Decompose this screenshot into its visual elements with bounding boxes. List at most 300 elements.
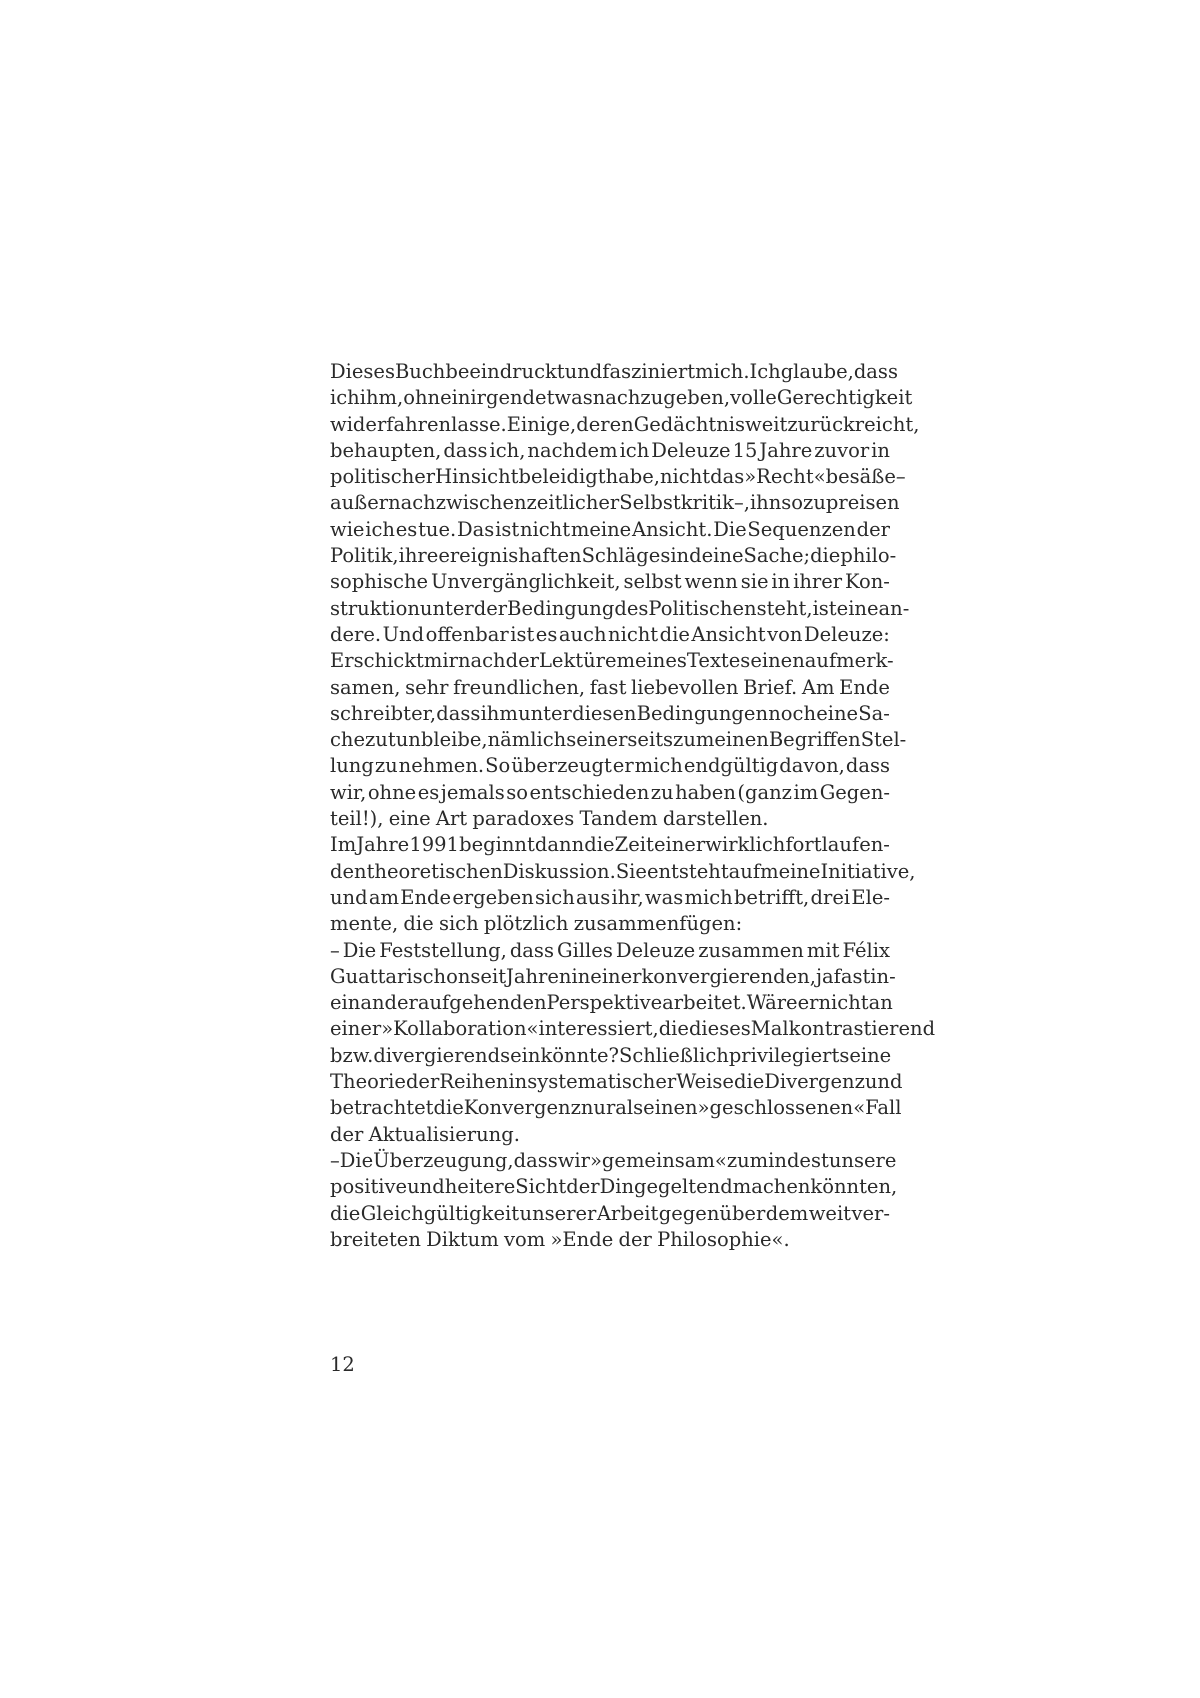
text-line: [330, 753, 890, 779]
word: Begriffen: [768, 728, 861, 752]
word: samen,: [330, 675, 401, 699]
word: ist: [812, 596, 837, 620]
word: haben: [675, 780, 736, 804]
text-line: [330, 727, 907, 753]
word: aufmerk-: [804, 649, 894, 673]
word: Politischen: [648, 596, 757, 620]
word: bleibe,: [420, 728, 488, 752]
word: einer: [590, 964, 642, 988]
text-line: [330, 490, 900, 516]
text-line: [330, 1095, 902, 1121]
word: Kon-: [844, 570, 890, 594]
word: So: [485, 754, 511, 778]
word: zwischenzeitlicher: [435, 491, 620, 515]
text-line: [330, 412, 920, 438]
word: Gedächtnis: [633, 412, 746, 436]
word: ist: [495, 517, 520, 541]
word: unter: [419, 596, 474, 620]
word: ihrer: [793, 570, 843, 594]
word: teil!),: [330, 807, 384, 831]
word: widerfahren: [330, 412, 452, 436]
word: die: [733, 1070, 765, 1094]
word: die: [433, 1096, 464, 1120]
word: Unvergänglichkeit,: [430, 570, 621, 594]
word: Sicht: [515, 1175, 567, 1199]
word: beeindruckt: [445, 360, 565, 383]
word: systematischer: [527, 1070, 677, 1094]
word: Die: [339, 1148, 374, 1172]
word: nehmen.: [398, 754, 485, 778]
word: was: [644, 885, 684, 909]
word: Fall: [865, 1096, 902, 1120]
word: Schläge: [581, 544, 661, 568]
word: er,: [411, 701, 437, 725]
word: weit: [808, 1201, 852, 1225]
word: fast: [589, 675, 627, 699]
word: beginnt: [459, 833, 535, 857]
word: Und: [382, 622, 425, 646]
word: habe,: [605, 465, 660, 489]
word: besäße: [825, 465, 896, 489]
word: könnte?: [540, 1043, 619, 1067]
word: Initiative,: [820, 859, 916, 883]
word: Die: [713, 517, 747, 541]
text-line: [330, 622, 890, 648]
word: weit: [745, 412, 788, 436]
word: die: [659, 622, 690, 646]
word: unserer: [519, 1201, 597, 1225]
word: seit: [470, 964, 507, 988]
word: Zeit: [614, 833, 654, 857]
word: nachzugeben,: [592, 386, 731, 410]
text-line: [330, 701, 890, 727]
word: steht,: [756, 596, 813, 620]
word: dass: [513, 1148, 558, 1172]
word: zu: [650, 780, 674, 804]
text-line: [330, 1069, 903, 1095]
word: –,: [733, 491, 750, 515]
word: wirklich: [705, 833, 786, 857]
word: Weise: [676, 1070, 734, 1094]
word: ohne: [367, 780, 417, 804]
word: Buch: [394, 360, 446, 383]
word: Deleuze: [651, 438, 731, 462]
text-line: [330, 648, 894, 674]
word: positive: [330, 1175, 408, 1199]
word: dere.: [330, 622, 382, 646]
word: Mal: [750, 1017, 789, 1041]
word: es: [395, 517, 418, 541]
word: che: [330, 728, 366, 752]
text-line: [330, 569, 890, 595]
word: Theorie: [330, 1070, 406, 1094]
word: und: [864, 1070, 903, 1094]
word: Reihen: [439, 1070, 509, 1094]
word: ver-: [851, 1201, 890, 1225]
word: dieses: [688, 1017, 751, 1041]
text-line: [330, 1016, 936, 1042]
word: ja: [815, 964, 834, 988]
word: der: [330, 1122, 364, 1146]
word: Ele-: [851, 885, 890, 909]
text-line: [330, 359, 898, 385]
word: offenbar: [425, 622, 509, 646]
word: kontrastierend: [788, 1017, 936, 1041]
text-line: [330, 596, 910, 622]
word: mit: [806, 938, 840, 962]
word: Ansicht.: [632, 517, 713, 541]
word: »gemeinsam«: [589, 1148, 727, 1172]
word: Ich: [749, 360, 781, 383]
word: tun: [387, 728, 421, 752]
word: des: [614, 596, 649, 620]
text-line: [330, 911, 890, 937]
word: sehr: [405, 675, 449, 699]
text-line: [330, 1148, 897, 1174]
word: einer: [653, 833, 706, 857]
word: die: [403, 912, 434, 936]
word: interessiert,: [538, 1017, 659, 1041]
word: Wäre: [746, 991, 798, 1015]
word: Perspektive: [546, 991, 663, 1015]
word: dass: [443, 438, 488, 462]
word: geltend: [658, 1175, 733, 1199]
word: meinen: [695, 728, 769, 752]
word: Bedingungen: [636, 701, 769, 725]
word: ohne: [403, 386, 452, 410]
word: darstellen.: [662, 807, 769, 831]
word: in: [871, 438, 890, 462]
word: die: [330, 1201, 361, 1225]
word: breiteten: [330, 1227, 421, 1251]
word: Gegen-: [819, 780, 890, 804]
word: an-: [878, 596, 910, 620]
word: Das: [457, 517, 495, 541]
word: Divergenz: [764, 1070, 865, 1094]
word: meine: [570, 517, 632, 541]
word: einen: [643, 1096, 698, 1120]
word: Stel-: [860, 728, 907, 752]
word: Dieses: [330, 360, 395, 383]
word: endgültig: [683, 754, 779, 778]
word: behaupten,: [330, 438, 442, 462]
word: ich: [330, 386, 360, 410]
word: zusammen: [698, 938, 804, 962]
word: an: [868, 991, 893, 1015]
word: der: [566, 1175, 600, 1199]
word: den: [330, 859, 367, 883]
word: Dinge: [599, 1175, 659, 1199]
word: wie: [330, 517, 365, 541]
word: politischer: [330, 465, 436, 489]
text-line: [330, 964, 896, 990]
word: fasziniert: [602, 360, 696, 383]
word: ihm: [480, 701, 518, 725]
word: zu: [365, 728, 388, 752]
word: ich: [619, 438, 650, 462]
word: nämlich: [487, 728, 567, 752]
word: entschieden: [529, 780, 650, 804]
word: liebevollen: [631, 675, 739, 699]
text-line: [330, 990, 893, 1016]
word: in-: [870, 964, 896, 988]
word: überzeugt: [511, 754, 612, 778]
word: preisen: [825, 491, 900, 515]
text-line: [330, 1174, 898, 1200]
word: auch: [558, 622, 607, 646]
word: Deleuze:: [803, 622, 890, 646]
word: diesen: [572, 701, 637, 725]
word: konvergierenden,: [641, 964, 816, 988]
word: (ganz: [737, 780, 792, 804]
word: Art: [435, 807, 468, 831]
word: Textes: [686, 649, 751, 673]
word: eine: [701, 544, 744, 568]
word: nicht: [519, 517, 571, 541]
word: Politik,: [330, 544, 399, 568]
word: Konvergenz: [463, 1096, 581, 1120]
text-line: [330, 885, 890, 911]
text-line: [330, 385, 913, 411]
word: einen: [750, 649, 805, 673]
word: sind: [660, 544, 702, 568]
word: dass: [845, 754, 890, 778]
word: –: [895, 465, 906, 489]
word: in: [451, 386, 471, 410]
word: aufgehenden: [417, 991, 547, 1015]
word: ereignishaften: [438, 544, 582, 568]
word: die: [658, 1017, 689, 1041]
word: Einige,: [506, 412, 577, 436]
word: der: [505, 649, 539, 673]
word: ist: [510, 622, 535, 646]
word: selbst: [623, 570, 682, 594]
word: ihm,: [359, 386, 404, 410]
word: Ende: [839, 675, 890, 699]
word: lung: [330, 754, 374, 778]
word: »geschlossenen«: [697, 1096, 866, 1120]
word: am: [368, 885, 399, 909]
word: der: [618, 1227, 652, 1251]
word: »Ende: [550, 1227, 614, 1251]
body-text: [330, 359, 936, 1253]
word: entsteht: [646, 859, 729, 883]
word: privilegiert: [728, 1043, 840, 1067]
text-line: [330, 859, 916, 885]
text-line: [330, 675, 890, 701]
text-line: [330, 938, 890, 964]
word: freundlichen,: [453, 675, 586, 699]
text-line: [330, 517, 890, 543]
word: tue.: [418, 517, 457, 541]
word: sich: [535, 885, 575, 909]
word: der: [473, 596, 508, 620]
word: und: [564, 360, 603, 383]
word: dann: [534, 833, 585, 857]
word: zuvor: [814, 438, 870, 462]
word: sie: [740, 570, 769, 594]
word: ergeben: [452, 885, 534, 909]
word: in: [571, 964, 591, 988]
word: Bedingung: [507, 596, 615, 620]
word: außer: [330, 491, 389, 515]
text-line: [330, 1201, 890, 1227]
word: volle: [730, 386, 777, 410]
word: nach: [457, 649, 506, 673]
text-line: [330, 806, 890, 832]
word: sophische: [330, 570, 429, 594]
word: dass: [509, 938, 554, 962]
word: könnten,: [810, 1175, 898, 1199]
word: machen: [732, 1175, 811, 1199]
word: meines: [616, 649, 687, 673]
word: ihn: [749, 491, 782, 515]
word: der: [856, 517, 890, 541]
word: zusammenfügen:: [573, 912, 743, 936]
word: struktion: [330, 596, 420, 620]
word: Deleuze: [615, 938, 696, 962]
page-number: 12: [330, 1353, 355, 1376]
word: deren: [576, 412, 634, 436]
word: Félix: [842, 938, 890, 962]
word: philo-: [840, 544, 897, 568]
word: schickt: [353, 649, 424, 673]
word: Philosophie«.: [657, 1227, 790, 1251]
word: Schließlich: [618, 1043, 729, 1067]
word: Am: [801, 675, 835, 699]
word: Guattari: [330, 964, 413, 988]
word: vom: [503, 1227, 546, 1251]
word: arbeitet.: [662, 991, 747, 1015]
word: Die: [342, 938, 377, 962]
word: 15: [732, 438, 758, 462]
word: es: [417, 780, 440, 804]
word: Sa-: [858, 701, 890, 725]
word: nicht: [659, 465, 711, 489]
word: fast: [833, 964, 871, 988]
word: nur: [580, 1096, 616, 1120]
word: davon,: [779, 754, 845, 778]
word: Gleichgültigkeit: [360, 1201, 520, 1225]
word: ihre: [398, 544, 439, 568]
word: Ansicht: [691, 622, 766, 646]
word: Ende: [400, 885, 452, 909]
word: theoretischen: [366, 859, 503, 883]
word: sein: [500, 1043, 541, 1067]
word: zumindest: [726, 1148, 829, 1172]
word: schon: [412, 964, 471, 988]
word: und: [330, 885, 368, 909]
word: dem: [765, 1201, 809, 1225]
word: zu: [374, 754, 398, 778]
text-line: [330, 464, 906, 490]
word: der: [405, 1070, 440, 1094]
word: Gerechtigkeit: [776, 386, 913, 410]
word: irgendetwas: [470, 386, 593, 410]
word: Jahren: [506, 964, 572, 988]
word: betrachtet: [330, 1096, 434, 1120]
word: in: [771, 570, 791, 594]
word: drei: [810, 885, 851, 909]
word: 1991: [409, 833, 459, 857]
word: Hinsicht: [435, 465, 519, 489]
word: Diskussion.: [502, 859, 616, 883]
word: er: [797, 991, 819, 1015]
word: im: [793, 780, 819, 804]
word: so: [781, 491, 804, 515]
word: dass: [436, 701, 481, 725]
word: das: [710, 465, 745, 489]
word: Selbstkritik: [619, 491, 734, 515]
word: wenn: [684, 570, 738, 594]
word: Sache;: [743, 544, 811, 568]
word: Brief.: [743, 675, 798, 699]
word: bzw.: [330, 1043, 374, 1067]
word: Tandem: [579, 807, 658, 831]
word: Im: [330, 833, 357, 857]
word: Überzeugung,: [373, 1148, 514, 1172]
word: betrifft,: [733, 885, 810, 909]
word: er: [612, 754, 634, 778]
word: es: [535, 622, 558, 646]
word: seine: [839, 1043, 892, 1067]
word: mich.: [695, 360, 750, 383]
word: paradoxes: [472, 807, 575, 831]
word: beleidigt: [518, 465, 606, 489]
word: nicht: [818, 991, 869, 1015]
word: Lektüre: [538, 649, 617, 673]
word: einander: [330, 991, 418, 1015]
text-line: [330, 832, 890, 858]
text-line: [330, 780, 890, 806]
text-line: [330, 1043, 890, 1069]
word: divergierend: [373, 1043, 501, 1067]
word: Feststellung,: [379, 938, 507, 962]
word: zu: [673, 728, 696, 752]
word: Jahre: [759, 438, 813, 462]
word: wir,: [330, 780, 367, 804]
word: als: [615, 1096, 644, 1120]
word: die: [584, 833, 615, 857]
word: eine: [816, 701, 859, 725]
word: –: [330, 938, 340, 962]
word: so: [506, 780, 528, 804]
word: eine: [388, 807, 431, 831]
word: plötzlich: [483, 912, 569, 936]
word: Aktualisierung.: [368, 1122, 520, 1146]
word: und: [407, 1175, 445, 1199]
word: wir: [557, 1148, 590, 1172]
word: einer: [330, 1017, 382, 1041]
text-line: [330, 438, 890, 464]
word: ich: [365, 517, 395, 541]
word: Arbeit: [596, 1201, 659, 1225]
word: zu: [803, 491, 826, 515]
word: zurückreicht,: [787, 412, 920, 436]
word: lasse.: [451, 412, 507, 436]
word: »Kollaboration«: [381, 1017, 539, 1041]
word: heitere: [444, 1175, 516, 1199]
word: mich: [684, 885, 733, 909]
word: jemals: [440, 780, 505, 804]
word: von: [767, 622, 803, 646]
word: Gilles: [557, 938, 613, 962]
word: eine: [836, 596, 879, 620]
word: Diktum: [426, 1227, 499, 1251]
word: noch: [768, 701, 816, 725]
word: aus: [576, 885, 611, 909]
text-line: [330, 1227, 890, 1253]
